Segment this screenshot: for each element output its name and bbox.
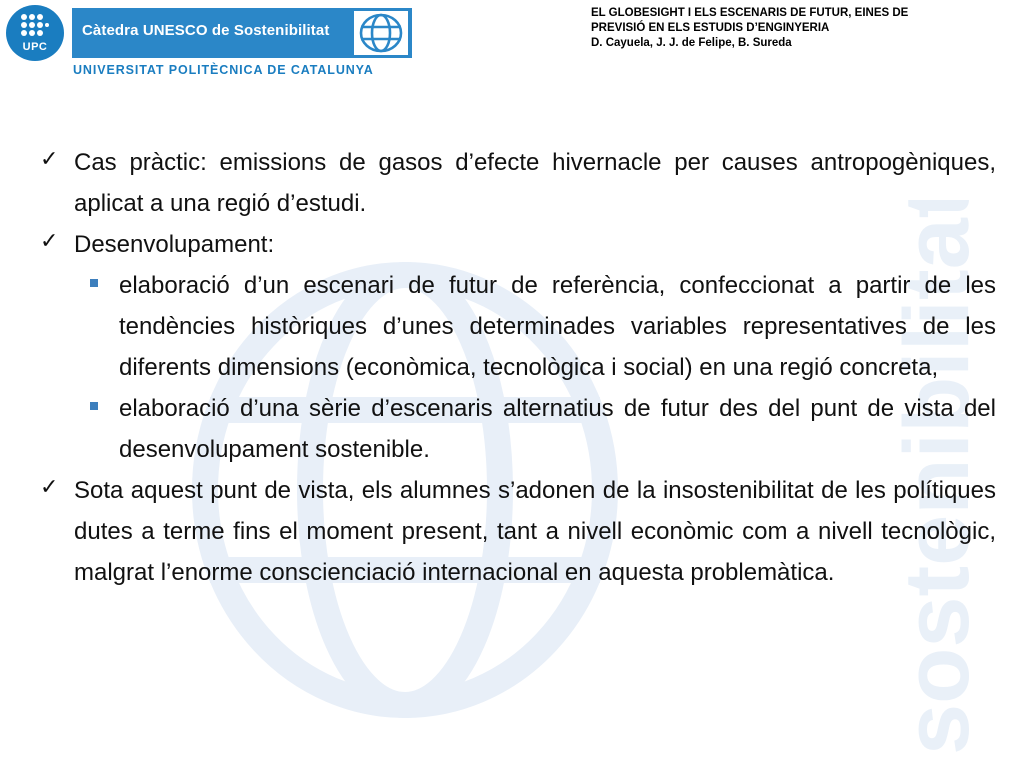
- header-info-line: D. Cayuela, J. J. de Felipe, B. Sureda: [591, 37, 792, 49]
- bullet-item: [40, 224, 996, 265]
- header-info: [591, 6, 1021, 51]
- checkmark-icon: ✓: [40, 474, 59, 499]
- catedra-banner: [72, 8, 412, 58]
- square-bullet-icon: [90, 279, 98, 287]
- bullet-item: [40, 142, 996, 224]
- checkmark-icon: ✓: [40, 146, 59, 171]
- header-info-line: EL GLOBESIGHT I ELS ESCENARIS DE FUTUR, EINES DE: [591, 7, 909, 19]
- sub-bullet-item: [40, 388, 996, 470]
- bullet-text: Desenvolupament:: [74, 231, 275, 258]
- slide-content: [40, 142, 996, 593]
- square-bullet-icon: [90, 402, 98, 410]
- sub-bullet-text: elaboració d’una sèrie d’escenaris alternatius de futur des del punt de vista del desenvolupament sostenible.: [119, 395, 996, 463]
- university-name: UNIVERSITAT POLITÈCNICA DE CATALUNYA: [73, 63, 374, 77]
- upc-dots-icon: [20, 13, 50, 41]
- sub-bullet-text: elaboració d’un escenari de futur de referència, confeccionat a partir de les tendències històriques d’unes determinades variables representatives de les diferents dimensions (econòmica, tecnològica i social) en una regió concreta,: [119, 272, 996, 381]
- bullet-text: Sota aquest punt de vista, els alumnes s’adonen de la insostenibilitat de les polítiques dutes a terme fins el moment present, tant a nivell econòmic com a nivell tecnològic, malgrat l’enorme conscienciació internacional en aquesta problemàtica.: [74, 477, 996, 586]
- upc-logo: [6, 5, 64, 61]
- checkmark-icon: ✓: [40, 228, 59, 253]
- globe-icon: [354, 11, 408, 55]
- watermark-word-text: sostenibilitat: [886, 200, 988, 755]
- sub-bullet-item: [40, 265, 996, 388]
- header-info-line: PREVISIÓ EN ELS ESTUDIS D’ENGINYERIA: [591, 22, 830, 34]
- catedra-title: Càtedra UNESCO de Sostenibilitat: [82, 22, 330, 39]
- upc-logo-text: UPC: [22, 41, 48, 53]
- bullet-text: Cas pràctic: emissions de gasos d’efecte hivernacle per causes antropogèniques, aplicat a una regió d’estudi.: [74, 149, 996, 217]
- bullet-item: [40, 470, 996, 593]
